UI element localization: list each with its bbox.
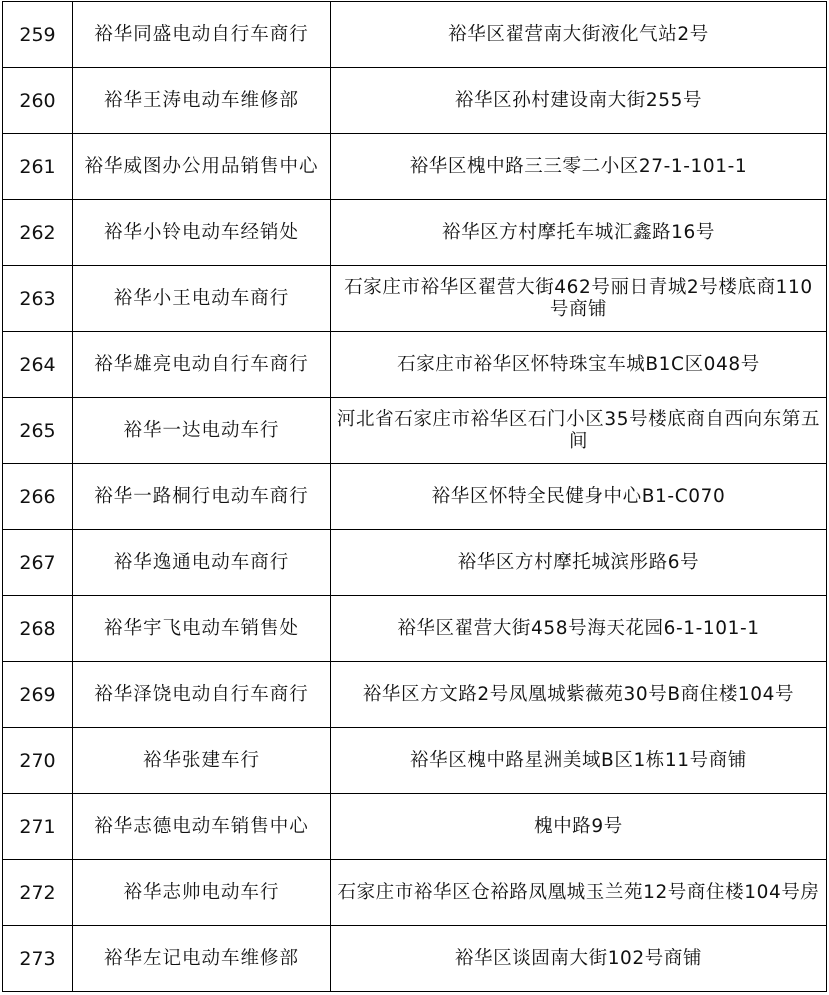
table-row (3, 530, 827, 596)
shop-name: 裕华宇飞电动车销售处 (73, 596, 331, 662)
shop-name: 裕华泽饶电动自行车商行 (73, 662, 331, 728)
row-number: 270 (3, 728, 73, 794)
row-number: 260 (3, 68, 73, 134)
shop-name: 裕华威图办公用品销售中心 (73, 134, 331, 200)
shop-address: 裕华区翟营大街458号海天花园6-1-101-1 (331, 596, 827, 662)
table-row (3, 728, 827, 794)
shop-address: 裕华区翟营南大街液化气站2号 (331, 2, 827, 68)
row-number: 268 (3, 596, 73, 662)
shop-address: 河北省石家庄市裕华区石门小区35号楼底商自西向东第五间 (331, 398, 827, 464)
shop-name: 裕华雄亮电动自行车商行 (73, 332, 331, 398)
shop-name: 裕华志德电动车销售中心 (73, 794, 331, 860)
row-number: 271 (3, 794, 73, 860)
table-body (3, 2, 827, 992)
table-row (3, 794, 827, 860)
shop-address: 槐中路9号 (331, 794, 827, 860)
table-row (3, 200, 827, 266)
table-row (3, 2, 827, 68)
row-number: 272 (3, 860, 73, 926)
shop-address: 裕华区槐中路三三零二小区27-1-101-1 (331, 134, 827, 200)
row-number: 263 (3, 266, 73, 332)
shop-address: 裕华区方村摩托城滨彤路6号 (331, 530, 827, 596)
table-row (3, 266, 827, 332)
shop-address: 裕华区槐中路星洲美域B区1栋11号商铺 (331, 728, 827, 794)
row-number: 264 (3, 332, 73, 398)
shop-address: 石家庄市裕华区翟营大街462号丽日青城2号楼底商110号商铺 (331, 266, 827, 332)
shop-address: 裕华区怀特全民健身中心B1-C070 (331, 464, 827, 530)
row-number: 259 (3, 2, 73, 68)
table-row (3, 464, 827, 530)
row-number: 262 (3, 200, 73, 266)
shop-address: 裕华区谈固南大街102号商铺 (331, 926, 827, 992)
table-row (3, 926, 827, 992)
row-number: 267 (3, 530, 73, 596)
row-number: 261 (3, 134, 73, 200)
row-number: 265 (3, 398, 73, 464)
shop-name: 裕华逸通电动车商行 (73, 530, 331, 596)
row-number: 269 (3, 662, 73, 728)
table-row (3, 596, 827, 662)
table-row (3, 860, 827, 926)
shop-address: 裕华区方村摩托车城汇鑫路16号 (331, 200, 827, 266)
shop-list-table (2, 1, 827, 992)
shop-name: 裕华小王电动车商行 (73, 266, 331, 332)
shop-address: 裕华区孙村建设南大街255号 (331, 68, 827, 134)
shop-name: 裕华一路桐行电动车商行 (73, 464, 331, 530)
shop-address: 石家庄市裕华区仓裕路凤凰城玉兰苑12号商住楼104号房 (331, 860, 827, 926)
shop-name: 裕华小铃电动车经销处 (73, 200, 331, 266)
shop-name: 裕华王涛电动车维修部 (73, 68, 331, 134)
shop-name: 裕华志帅电动车行 (73, 860, 331, 926)
table-row (3, 662, 827, 728)
shop-name: 裕华同盛电动自行车商行 (73, 2, 331, 68)
shop-name: 裕华张建车行 (73, 728, 331, 794)
shop-address: 裕华区方文路2号凤凰城紫薇苑30号B商住楼104号 (331, 662, 827, 728)
table-row (3, 134, 827, 200)
table-row (3, 332, 827, 398)
table-row (3, 398, 827, 464)
row-number: 273 (3, 926, 73, 992)
row-number: 266 (3, 464, 73, 530)
shop-address: 石家庄市裕华区怀特珠宝车城B1C区048号 (331, 332, 827, 398)
shop-name: 裕华左记电动车维修部 (73, 926, 331, 992)
table-row (3, 68, 827, 134)
shop-name: 裕华一达电动车行 (73, 398, 331, 464)
